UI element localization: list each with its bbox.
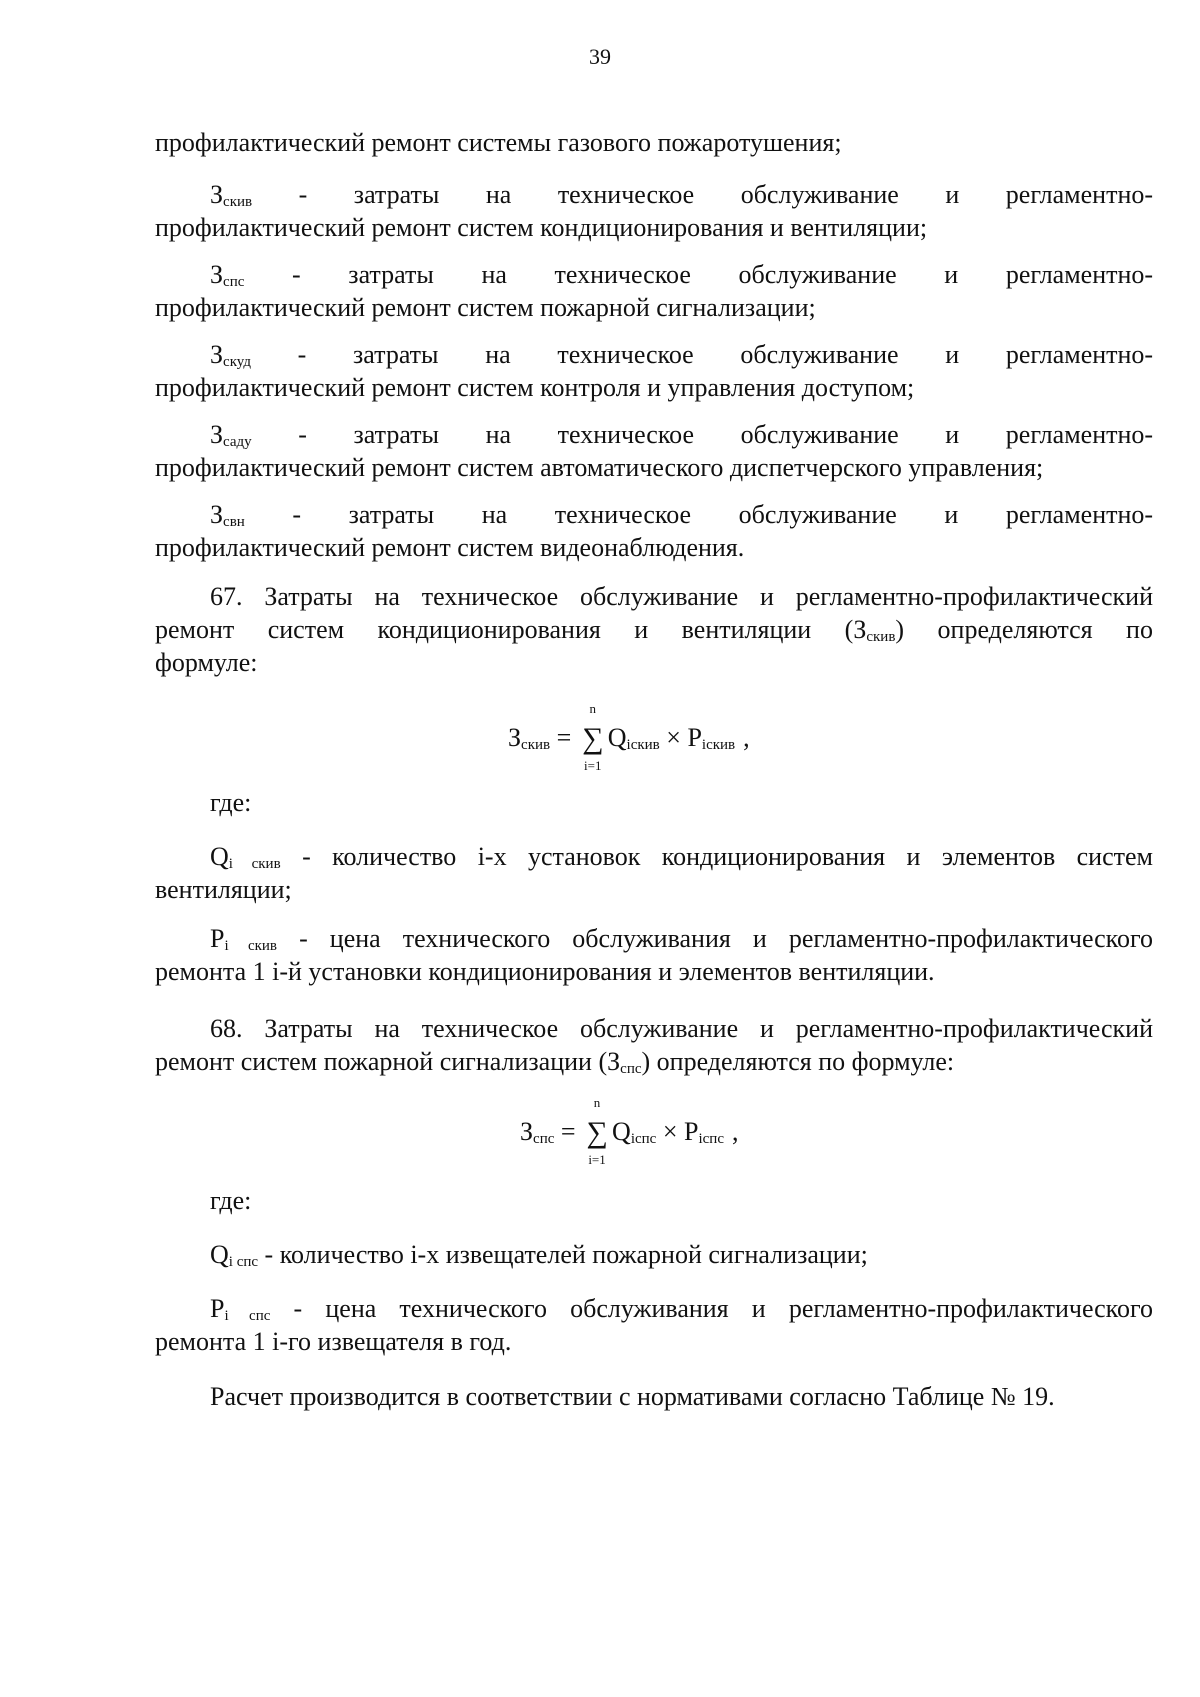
page-number: 39 bbox=[589, 44, 611, 69]
definition-skud bbox=[155, 338, 1153, 404]
paragraph-line: формуле: bbox=[155, 648, 258, 677]
definition-continuation: профилактический ремонт систем кондиционирования и вентиляции; bbox=[155, 213, 928, 242]
paragraph-68 bbox=[155, 1012, 1153, 1078]
cost-symbol: $З_{скив}$ bbox=[210, 180, 253, 210]
definition-line: $Q_{i спс}$ - количество i-х извещателей пожарной сигнализации; bbox=[210, 1240, 868, 1270]
definition-p-skiv bbox=[155, 922, 1153, 988]
definition-line: $Q_{i скив}$ - количество i-х установок кондиционирования и элементов систем bbox=[210, 842, 1153, 872]
where-label-2: где: bbox=[210, 1186, 252, 1215]
definition-skiv bbox=[155, 178, 1153, 244]
definition-continuation: профилактический ремонт систем автоматического диспетчерского управления; bbox=[155, 453, 1044, 482]
definition-sps bbox=[155, 258, 1153, 324]
cost-symbol: $З_{саду}$ bbox=[210, 420, 252, 450]
p-symbol: $P_{i спс}$ bbox=[210, 1294, 271, 1324]
p-symbol: $P_{i скив}$ bbox=[210, 924, 277, 954]
definition-q-skiv bbox=[155, 840, 1153, 906]
q-symbol: $Q_{i скив}$ bbox=[210, 842, 281, 872]
final-statement: Расчет производится в соответствии с нормативами согласно Таблице № 19. bbox=[210, 1382, 1055, 1411]
formula-sps: $З_{спс}$ = n ∑ i=1 $Q_{iспс} \times P_{iспс}$ , bbox=[520, 1095, 739, 1167]
definition-line: $P_{i скив}$ - цена технического обслуживания и регламентно-профилактического bbox=[210, 924, 1153, 954]
definition-continuation: ремонта 1 i-й установки кондиционирования и элементов вентиляции. bbox=[155, 957, 935, 986]
definition-line: $З_{скуд}$ - затраты на техническое обслуживание и регламентно- bbox=[210, 340, 1154, 370]
definition-continuation: профилактический ремонт систем видеонаблюдения. bbox=[155, 533, 745, 562]
definition-line: $З_{спс}$ - затраты на техническое обслуживание и регламентно- bbox=[210, 260, 1154, 290]
q-symbol: $Q_{i спс}$ bbox=[210, 1240, 259, 1270]
cost-symbol: $З_{скуд}$ bbox=[210, 340, 251, 370]
intro-line: профилактический ремонт системы газового пожаротушения; bbox=[155, 128, 842, 157]
paragraph-line: ремонт систем пожарной сигнализации $(З_{спс})$ определяются по формуле: bbox=[155, 1047, 955, 1077]
paragraph-line: ремонт систем кондиционирования и вентиляции $(З_{скив})$ определяются по bbox=[155, 615, 1153, 645]
sum-symbol: n ∑ i=1 bbox=[586, 1095, 608, 1167]
definition-line: $З_{скив}$ - затраты на техническое обслуживание и регламентно- bbox=[210, 180, 1154, 210]
definition-continuation: профилактический ремонт систем пожарной сигнализации; bbox=[155, 293, 816, 322]
definition-p-sps bbox=[155, 1292, 1153, 1358]
definition-line: $P_{i спс}$ - цена технического обслуживания и регламентно-профилактического bbox=[210, 1294, 1153, 1324]
sum-symbol: n ∑ i=1 bbox=[582, 701, 604, 773]
definition-line: $З_{свн}$ - затраты на техническое обслуживание и регламентно- bbox=[210, 500, 1154, 530]
cost-symbol: $З_{спс}$ bbox=[210, 260, 245, 290]
definition-q-sps bbox=[155, 1238, 1153, 1271]
definition-continuation: профилактический ремонт систем контроля и управления доступом; bbox=[155, 373, 915, 402]
where-label-1: где: bbox=[210, 788, 252, 817]
definition-svn bbox=[155, 498, 1153, 564]
definition-line: $З_{саду}$ - затраты на техническое обслуживание и регламентно- bbox=[210, 420, 1154, 450]
formula-skiv: $З_{скив}$ = n ∑ i=1 $Q_{iскив} \times P_{iскив}$ , bbox=[508, 701, 750, 773]
definition-sadu bbox=[155, 418, 1153, 484]
paragraph-line: 68. Затраты на техническое обслуживание и регламентно-профилактический bbox=[210, 1014, 1153, 1043]
definition-continuation: вентиляции; bbox=[155, 875, 292, 904]
paragraph-67 bbox=[155, 580, 1153, 679]
cost-symbol: $З_{свн}$ bbox=[210, 500, 245, 530]
paragraph-line: 67. Затраты на техническое обслуживание и регламентно-профилактический bbox=[210, 582, 1153, 611]
definition-continuation: ремонта 1 i-го извещателя в год. bbox=[155, 1327, 512, 1356]
